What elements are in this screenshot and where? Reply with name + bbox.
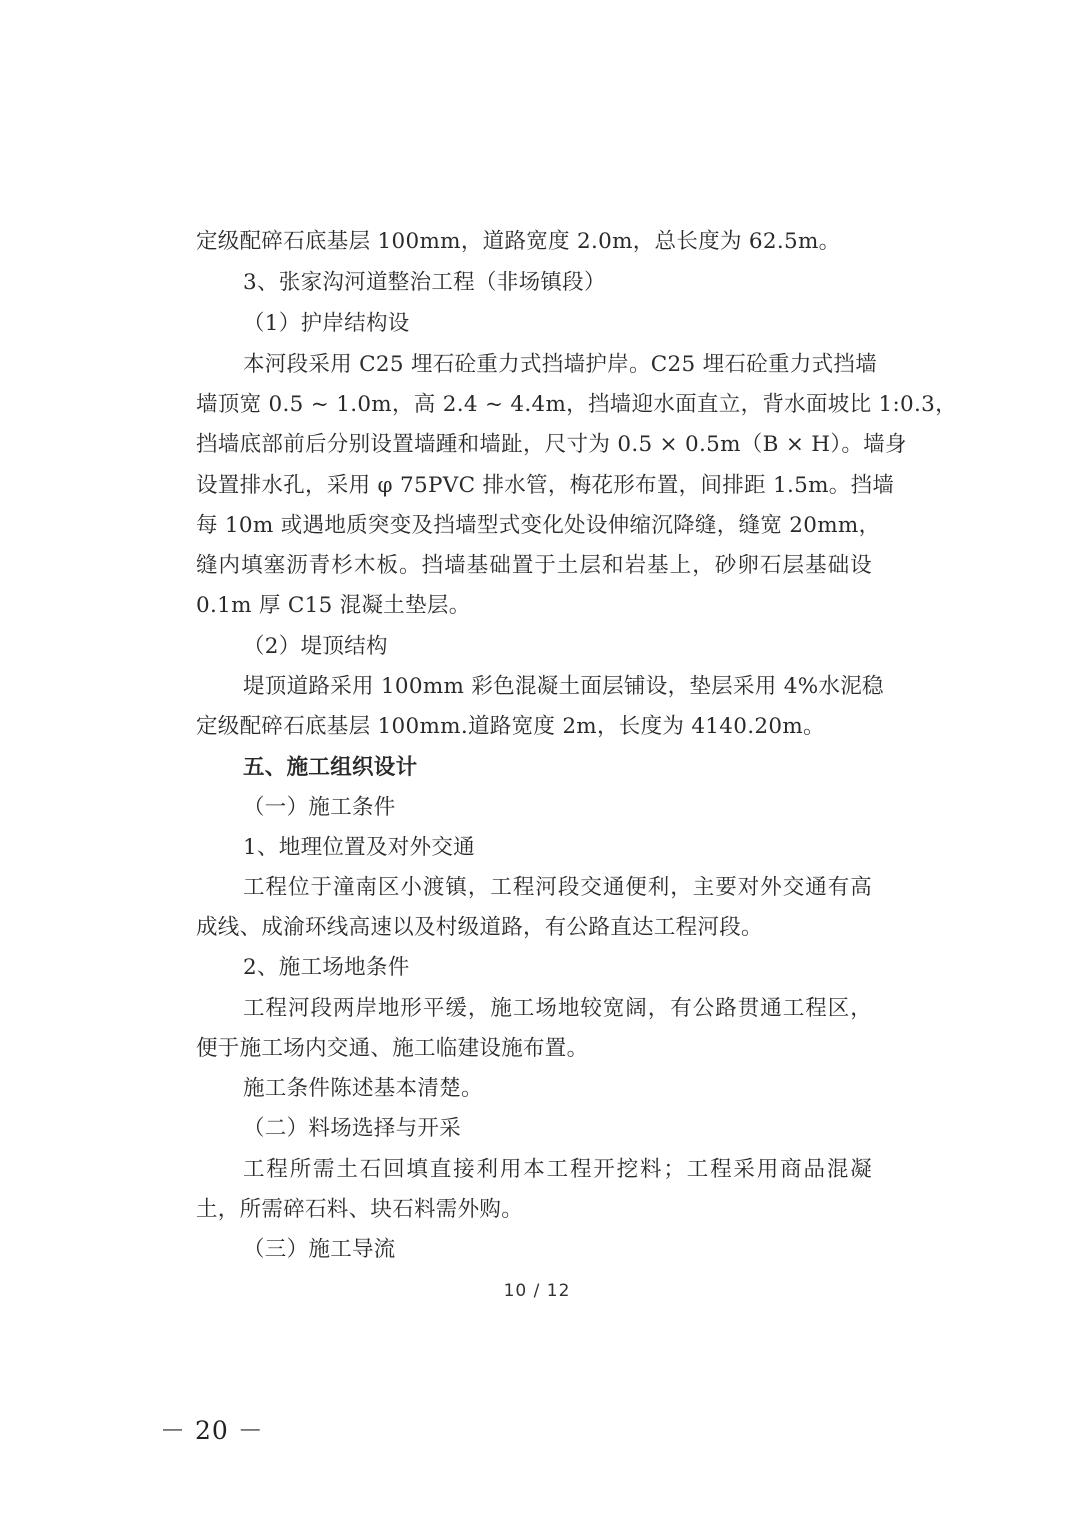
page-number: 10 / 12 bbox=[503, 1281, 571, 1301]
chapter-heading-5: 五、施工组织设计 bbox=[243, 755, 418, 780]
subsection-heading-1: （1）护岸结构设 bbox=[243, 311, 410, 336]
text-line-1: 定级配碎石底基层 100mm，道路宽度 2.0m，总长度为 62.5m。 bbox=[196, 229, 841, 254]
paragraph-line: 本河段采用 C25 埋石砼重力式挡墙护岸。C25 埋石砼重力式挡墙 bbox=[243, 352, 878, 377]
paragraph-line: 0.1m 厚 C15 混凝土垫层。 bbox=[196, 593, 471, 618]
subsection-heading-construction-conditions: （一）施工条件 bbox=[243, 795, 396, 820]
paragraph-line: 堤顶道路采用 100mm 彩色混凝土面层铺设，垫层采用 4%水泥稳 bbox=[243, 674, 884, 699]
paragraph-line: 便于施工场内交通、施工临建设施布置。 bbox=[196, 1036, 589, 1061]
paragraph-line: 定级配碎石底基层 100mm.道路宽度 2m，长度为 4140.20m。 bbox=[196, 714, 825, 739]
item-heading-location: 1、地理位置及对外交通 bbox=[243, 835, 475, 860]
paragraph-line: 施工条件陈述基本清楚。 bbox=[243, 1076, 483, 1101]
item-heading-site: 2、施工场地条件 bbox=[243, 955, 410, 980]
paragraph-line: 成线、成渝环线高速以及村级道路，有公路直达工程河段。 bbox=[196, 915, 763, 940]
paragraph-line: 缝内填塞沥青杉木板。挡墙基础置于土层和岩基上，砂卵石层基础设 bbox=[196, 553, 872, 578]
subsection-heading-quarry: （二）料场选择与开采 bbox=[243, 1116, 462, 1141]
paragraph-line: 土，所需碎石料、块石料需外购。 bbox=[196, 1197, 524, 1222]
paragraph-line: 每 10m 或遇地质突变及挡墙型式变化处设伸缩沉降缝，缝宽 20mm， bbox=[196, 513, 881, 538]
paragraph-line: 工程所需土石回填直接利用本工程开挖料；工程采用商品混凝 bbox=[243, 1157, 872, 1182]
paragraph-line: 工程河段两岸地形平缓，施工场地较宽阔，有公路贯通工程区， bbox=[243, 996, 872, 1021]
paragraph-line: 挡墙底部前后分别设置墙踵和墙趾，尺寸为 0.5 × 0.5m（B × H）。墙身 bbox=[196, 432, 907, 457]
paragraph-line: 墙顶宽 0.5 ~ 1.0m，高 2.4 ~ 4.4m，挡墙迎水面直立，背水面坡比 1:0.3， bbox=[196, 392, 957, 417]
paragraph-line: 设置排水孔，采用 φ 75PVC 排水管，梅花形布置，间排距 1.5m。挡墙 bbox=[196, 473, 895, 498]
subsection-heading-diversion: （三）施工导流 bbox=[243, 1237, 396, 1262]
subsection-heading-2: （2）堤顶结构 bbox=[243, 634, 388, 659]
folio-number: － 20 － bbox=[160, 1416, 264, 1445]
section-heading-3: 3、张家沟河道整治工程（非场镇段） bbox=[243, 270, 606, 295]
paragraph-line: 工程位于潼南区小渡镇，工程河段交通便利，主要对外交通有高 bbox=[243, 875, 872, 900]
